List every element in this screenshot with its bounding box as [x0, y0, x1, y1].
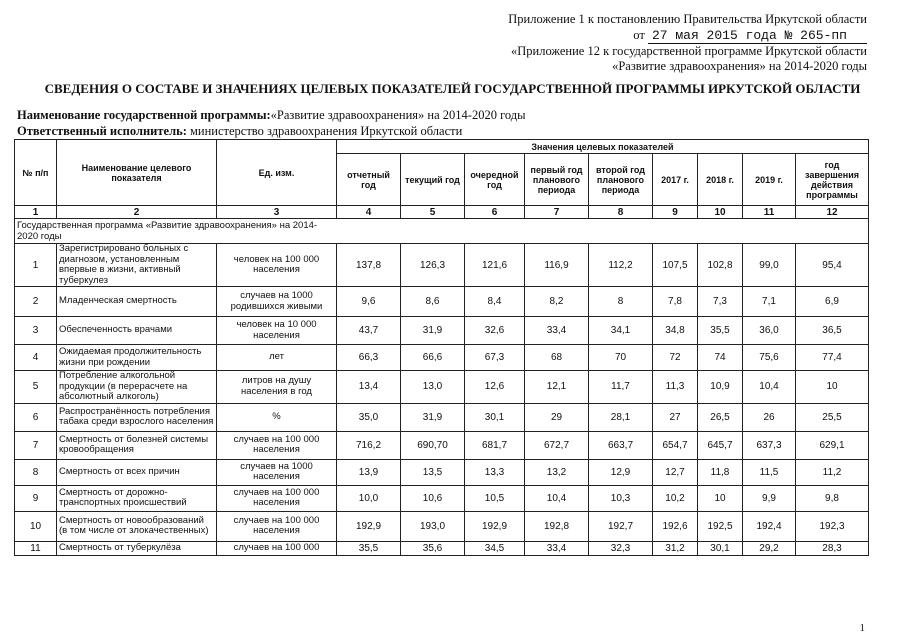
indicator-value: 10,0 — [337, 485, 401, 511]
indicator-unit: % — [217, 403, 337, 431]
indicator-unit: случаев на 100 000 населения — [217, 511, 337, 541]
program-row-label: Государственная программа «Развитие здравоохранения» на 2014-2020 годы — [17, 220, 318, 242]
indicator-value: 11,8 — [698, 459, 743, 485]
row-number: 4 — [15, 345, 57, 371]
date-prefix: от — [633, 28, 645, 42]
indicator-value: 30,1 — [465, 403, 525, 431]
indicator-value: 27 — [653, 403, 698, 431]
column-number: 10 — [698, 206, 743, 219]
indicator-value: 192,3 — [796, 511, 869, 541]
table-row — [15, 371, 869, 404]
indicator-value: 116,9 — [525, 244, 589, 287]
col-header-value-3: очередной год — [465, 154, 525, 206]
indicator-value: 8,2 — [525, 287, 589, 317]
indicator-value: 36,0 — [743, 317, 796, 345]
row-number: 6 — [15, 403, 57, 431]
indicator-value: 10 — [796, 371, 869, 404]
col-header-value-7: 2018 г. — [698, 154, 743, 206]
indicator-value: 10,3 — [589, 485, 653, 511]
appendix-line-3: «Приложение 12 к государственной программе Иркутской области — [511, 44, 867, 58]
indicator-name: Смертность от всех причин — [57, 459, 217, 485]
indicator-value: 26,5 — [698, 403, 743, 431]
indicator-value: 8,6 — [401, 287, 465, 317]
indicator-value: 28,1 — [589, 403, 653, 431]
column-number: 6 — [465, 206, 525, 219]
indicator-value: 34,8 — [653, 317, 698, 345]
indicator-value: 10,5 — [465, 485, 525, 511]
indicator-name: Зарегистрировано больных с диагнозом, установленным впервые в жизни, активный туберкулез — [57, 244, 217, 287]
indicator-value: 192,6 — [653, 511, 698, 541]
indicator-value: 25,5 — [796, 403, 869, 431]
col-header-value-5: второй год планового периода — [589, 154, 653, 206]
row-number: 11 — [15, 541, 57, 555]
indicator-name: Ожидаемая продолжительность жизни при рождении — [57, 345, 217, 371]
indicator-value: 107,5 — [653, 244, 698, 287]
indicator-value: 13,5 — [401, 459, 465, 485]
indicator-value: 654,7 — [653, 431, 698, 459]
document-title: СВЕДЕНИЯ О СОСТАВЕ И ЗНАЧЕНИЯХ ЦЕЛЕВЫХ ПОКАЗАТЕЛЕЙ ГОСУДАРСТВЕННОЙ ПРОГРАММЫ ИРКУТСКОЙ ОБЛАСТИ — [44, 81, 861, 96]
indicator-value: 13,0 — [401, 371, 465, 404]
indicator-value: 645,7 — [698, 431, 743, 459]
indicator-value: 43,7 — [337, 317, 401, 345]
indicator-value: 66,3 — [337, 345, 401, 371]
table-row — [15, 511, 869, 541]
indicator-value: 12,1 — [525, 371, 589, 404]
row-number: 9 — [15, 485, 57, 511]
column-number: 1 — [15, 206, 57, 219]
col-header-num: № п/п — [15, 140, 57, 206]
indicator-unit: человек на 10 000 населения — [217, 317, 337, 345]
column-number: 5 — [401, 206, 465, 219]
indicator-name: Потребление алкогольной продукции (в перерасчете на абсолютный алкоголь) — [57, 371, 217, 404]
indicator-value: 112,2 — [589, 244, 653, 287]
decree-date-number: 27 мая 2015 года № 265-пп — [648, 28, 867, 44]
table-row — [15, 244, 869, 287]
indicator-value: 13,3 — [465, 459, 525, 485]
indicator-value: 28,3 — [796, 541, 869, 555]
indicator-value: 663,7 — [589, 431, 653, 459]
indicator-value: 193,0 — [401, 511, 465, 541]
indicator-name: Смертность от новообразований (в том числе от злокачественных) — [57, 511, 217, 541]
indicator-value: 29 — [525, 403, 589, 431]
program-name-line — [17, 108, 526, 123]
indicator-value: 12,7 — [653, 459, 698, 485]
indicator-value: 126,3 — [401, 244, 465, 287]
indicator-value: 12,9 — [589, 459, 653, 485]
indicator-value: 72 — [653, 345, 698, 371]
indicator-value: 10,6 — [401, 485, 465, 511]
indicator-value: 10,4 — [525, 485, 589, 511]
indicator-value: 7,1 — [743, 287, 796, 317]
indicator-value: 716,2 — [337, 431, 401, 459]
indicator-value: 29,2 — [743, 541, 796, 555]
table-row — [15, 317, 869, 345]
indicator-value: 192,9 — [337, 511, 401, 541]
indicator-value: 192,9 — [465, 511, 525, 541]
table-row — [15, 459, 869, 485]
indicator-value: 95,4 — [796, 244, 869, 287]
indicator-value: 137,8 — [337, 244, 401, 287]
indicator-value: 75,6 — [743, 345, 796, 371]
indicator-value: 34,5 — [465, 541, 525, 555]
indicator-value: 192,8 — [525, 511, 589, 541]
col-header-value-2: текущий год — [401, 154, 465, 206]
indicator-name: Распространённость потребления табака среди взрослого населения — [57, 403, 217, 431]
column-number: 2 — [57, 206, 217, 219]
table-row — [15, 431, 869, 459]
indicator-value: 11,7 — [589, 371, 653, 404]
indicator-name: Младенческая смертность — [57, 287, 217, 317]
page-number: 1 — [859, 622, 865, 634]
row-number: 1 — [15, 244, 57, 287]
col-header-value-1: отчетный год — [337, 154, 401, 206]
indicator-value: 11,2 — [796, 459, 869, 485]
indicator-value: 35,6 — [401, 541, 465, 555]
executor-value: министерство здравоохранения Иркутской области — [186, 124, 463, 138]
indicators-table — [14, 139, 869, 556]
table-row — [15, 541, 869, 555]
indicator-name: Смертность от болезней системы кровообращения — [57, 431, 217, 459]
indicator-value: 77,4 — [796, 345, 869, 371]
indicator-unit: лет — [217, 345, 337, 371]
indicator-unit: литров на душу населения в год — [217, 371, 337, 404]
indicator-value: 10 — [698, 485, 743, 511]
appendix-line-1: Приложение 1 к постановлению Правительства Иркутской области — [508, 12, 867, 26]
indicator-unit: человек на 100 000 населения — [217, 244, 337, 287]
indicator-value: 121,6 — [465, 244, 525, 287]
indicator-value: 681,7 — [465, 431, 525, 459]
indicator-value: 637,3 — [743, 431, 796, 459]
col-header-unit: Ед. изм. — [217, 140, 337, 206]
column-number: 12 — [796, 206, 869, 219]
col-header-value-4: первый год планового периода — [525, 154, 589, 206]
indicator-value: 10,4 — [743, 371, 796, 404]
indicator-unit: случаев на 100 000 — [217, 541, 337, 555]
indicator-value: 70 — [589, 345, 653, 371]
col-header-name: Наименование целевого показателя — [57, 140, 217, 206]
table-row — [15, 287, 869, 317]
indicator-name: Обеспеченность врачами — [57, 317, 217, 345]
indicator-value: 35,5 — [337, 541, 401, 555]
indicator-value: 99,0 — [743, 244, 796, 287]
column-number: 4 — [337, 206, 401, 219]
table-row — [15, 485, 869, 511]
program-value: «Развитие здравоохранения» на 2014-2020 годы — [270, 108, 526, 122]
indicator-value: 629,1 — [796, 431, 869, 459]
indicator-value: 33,4 — [525, 317, 589, 345]
row-number: 3 — [15, 317, 57, 345]
indicator-value: 192,4 — [743, 511, 796, 541]
col-header-value-9: год завершения действия программы — [796, 154, 869, 206]
indicator-value: 74 — [698, 345, 743, 371]
table-row — [15, 403, 869, 431]
indicator-value: 32,6 — [465, 317, 525, 345]
indicator-unit: случаев на 100 000 населения — [217, 431, 337, 459]
indicator-value: 32,3 — [589, 541, 653, 555]
indicator-value: 7,3 — [698, 287, 743, 317]
indicator-value: 36,5 — [796, 317, 869, 345]
column-number: 8 — [589, 206, 653, 219]
indicator-value: 13,9 — [337, 459, 401, 485]
row-number: 5 — [15, 371, 57, 404]
indicator-value: 33,4 — [525, 541, 589, 555]
indicator-value: 31,9 — [401, 317, 465, 345]
indicator-value: 31,2 — [653, 541, 698, 555]
indicator-value: 7,8 — [653, 287, 698, 317]
indicator-value: 13,4 — [337, 371, 401, 404]
indicator-value: 66,6 — [401, 345, 465, 371]
column-number: 11 — [743, 206, 796, 219]
indicator-value: 9,6 — [337, 287, 401, 317]
indicator-value: 9,9 — [743, 485, 796, 511]
col-header-values-group: Значения целевых показателей — [337, 140, 869, 154]
indicator-value: 67,3 — [465, 345, 525, 371]
appendix-date-line — [633, 28, 867, 43]
indicator-value: 6,9 — [796, 287, 869, 317]
row-number: 8 — [15, 459, 57, 485]
indicator-value: 68 — [525, 345, 589, 371]
indicator-value: 9,8 — [796, 485, 869, 511]
col-header-value-6: 2017 г. — [653, 154, 698, 206]
row-number: 10 — [15, 511, 57, 541]
appendix-line-4: «Развитие здравоохранения» на 2014-2020 годы — [612, 59, 867, 73]
indicator-value: 8,4 — [465, 287, 525, 317]
indicator-value: 690,70 — [401, 431, 465, 459]
col-header-value-8: 2019 г. — [743, 154, 796, 206]
executor-line — [17, 124, 462, 139]
column-number: 9 — [653, 206, 698, 219]
row-number: 7 — [15, 431, 57, 459]
indicator-value: 35,5 — [698, 317, 743, 345]
column-number: 3 — [217, 206, 337, 219]
indicator-value: 30,1 — [698, 541, 743, 555]
indicator-unit: случаев на 1000 населения — [217, 459, 337, 485]
indicator-value: 34,1 — [589, 317, 653, 345]
indicator-value: 672,7 — [525, 431, 589, 459]
indicator-value: 10,9 — [698, 371, 743, 404]
indicator-value: 102,8 — [698, 244, 743, 287]
indicator-value: 35,0 — [337, 403, 401, 431]
indicator-name: Смертность от дорожно-транспортных происшествий — [57, 485, 217, 511]
indicator-value: 26 — [743, 403, 796, 431]
indicator-value: 12,6 — [465, 371, 525, 404]
indicator-value: 31,9 — [401, 403, 465, 431]
indicator-value: 11,5 — [743, 459, 796, 485]
indicator-value: 8 — [589, 287, 653, 317]
indicator-unit: случаев на 100 000 населения — [217, 485, 337, 511]
table-row — [15, 345, 869, 371]
indicator-value: 13,2 — [525, 459, 589, 485]
column-number: 7 — [525, 206, 589, 219]
indicator-value: 11,3 — [653, 371, 698, 404]
indicator-name: Смертность от туберкулёза — [57, 541, 217, 555]
executor-label: Ответственный исполнитель: — [17, 124, 187, 138]
row-number: 2 — [15, 287, 57, 317]
indicator-unit: случаев на 1000 родившихся живыми — [217, 287, 337, 317]
indicator-value: 192,7 — [589, 511, 653, 541]
indicator-value: 192,5 — [698, 511, 743, 541]
indicator-value: 10,2 — [653, 485, 698, 511]
program-label: Наименование государственной программы: — [17, 108, 271, 122]
program-row — [15, 219, 869, 244]
